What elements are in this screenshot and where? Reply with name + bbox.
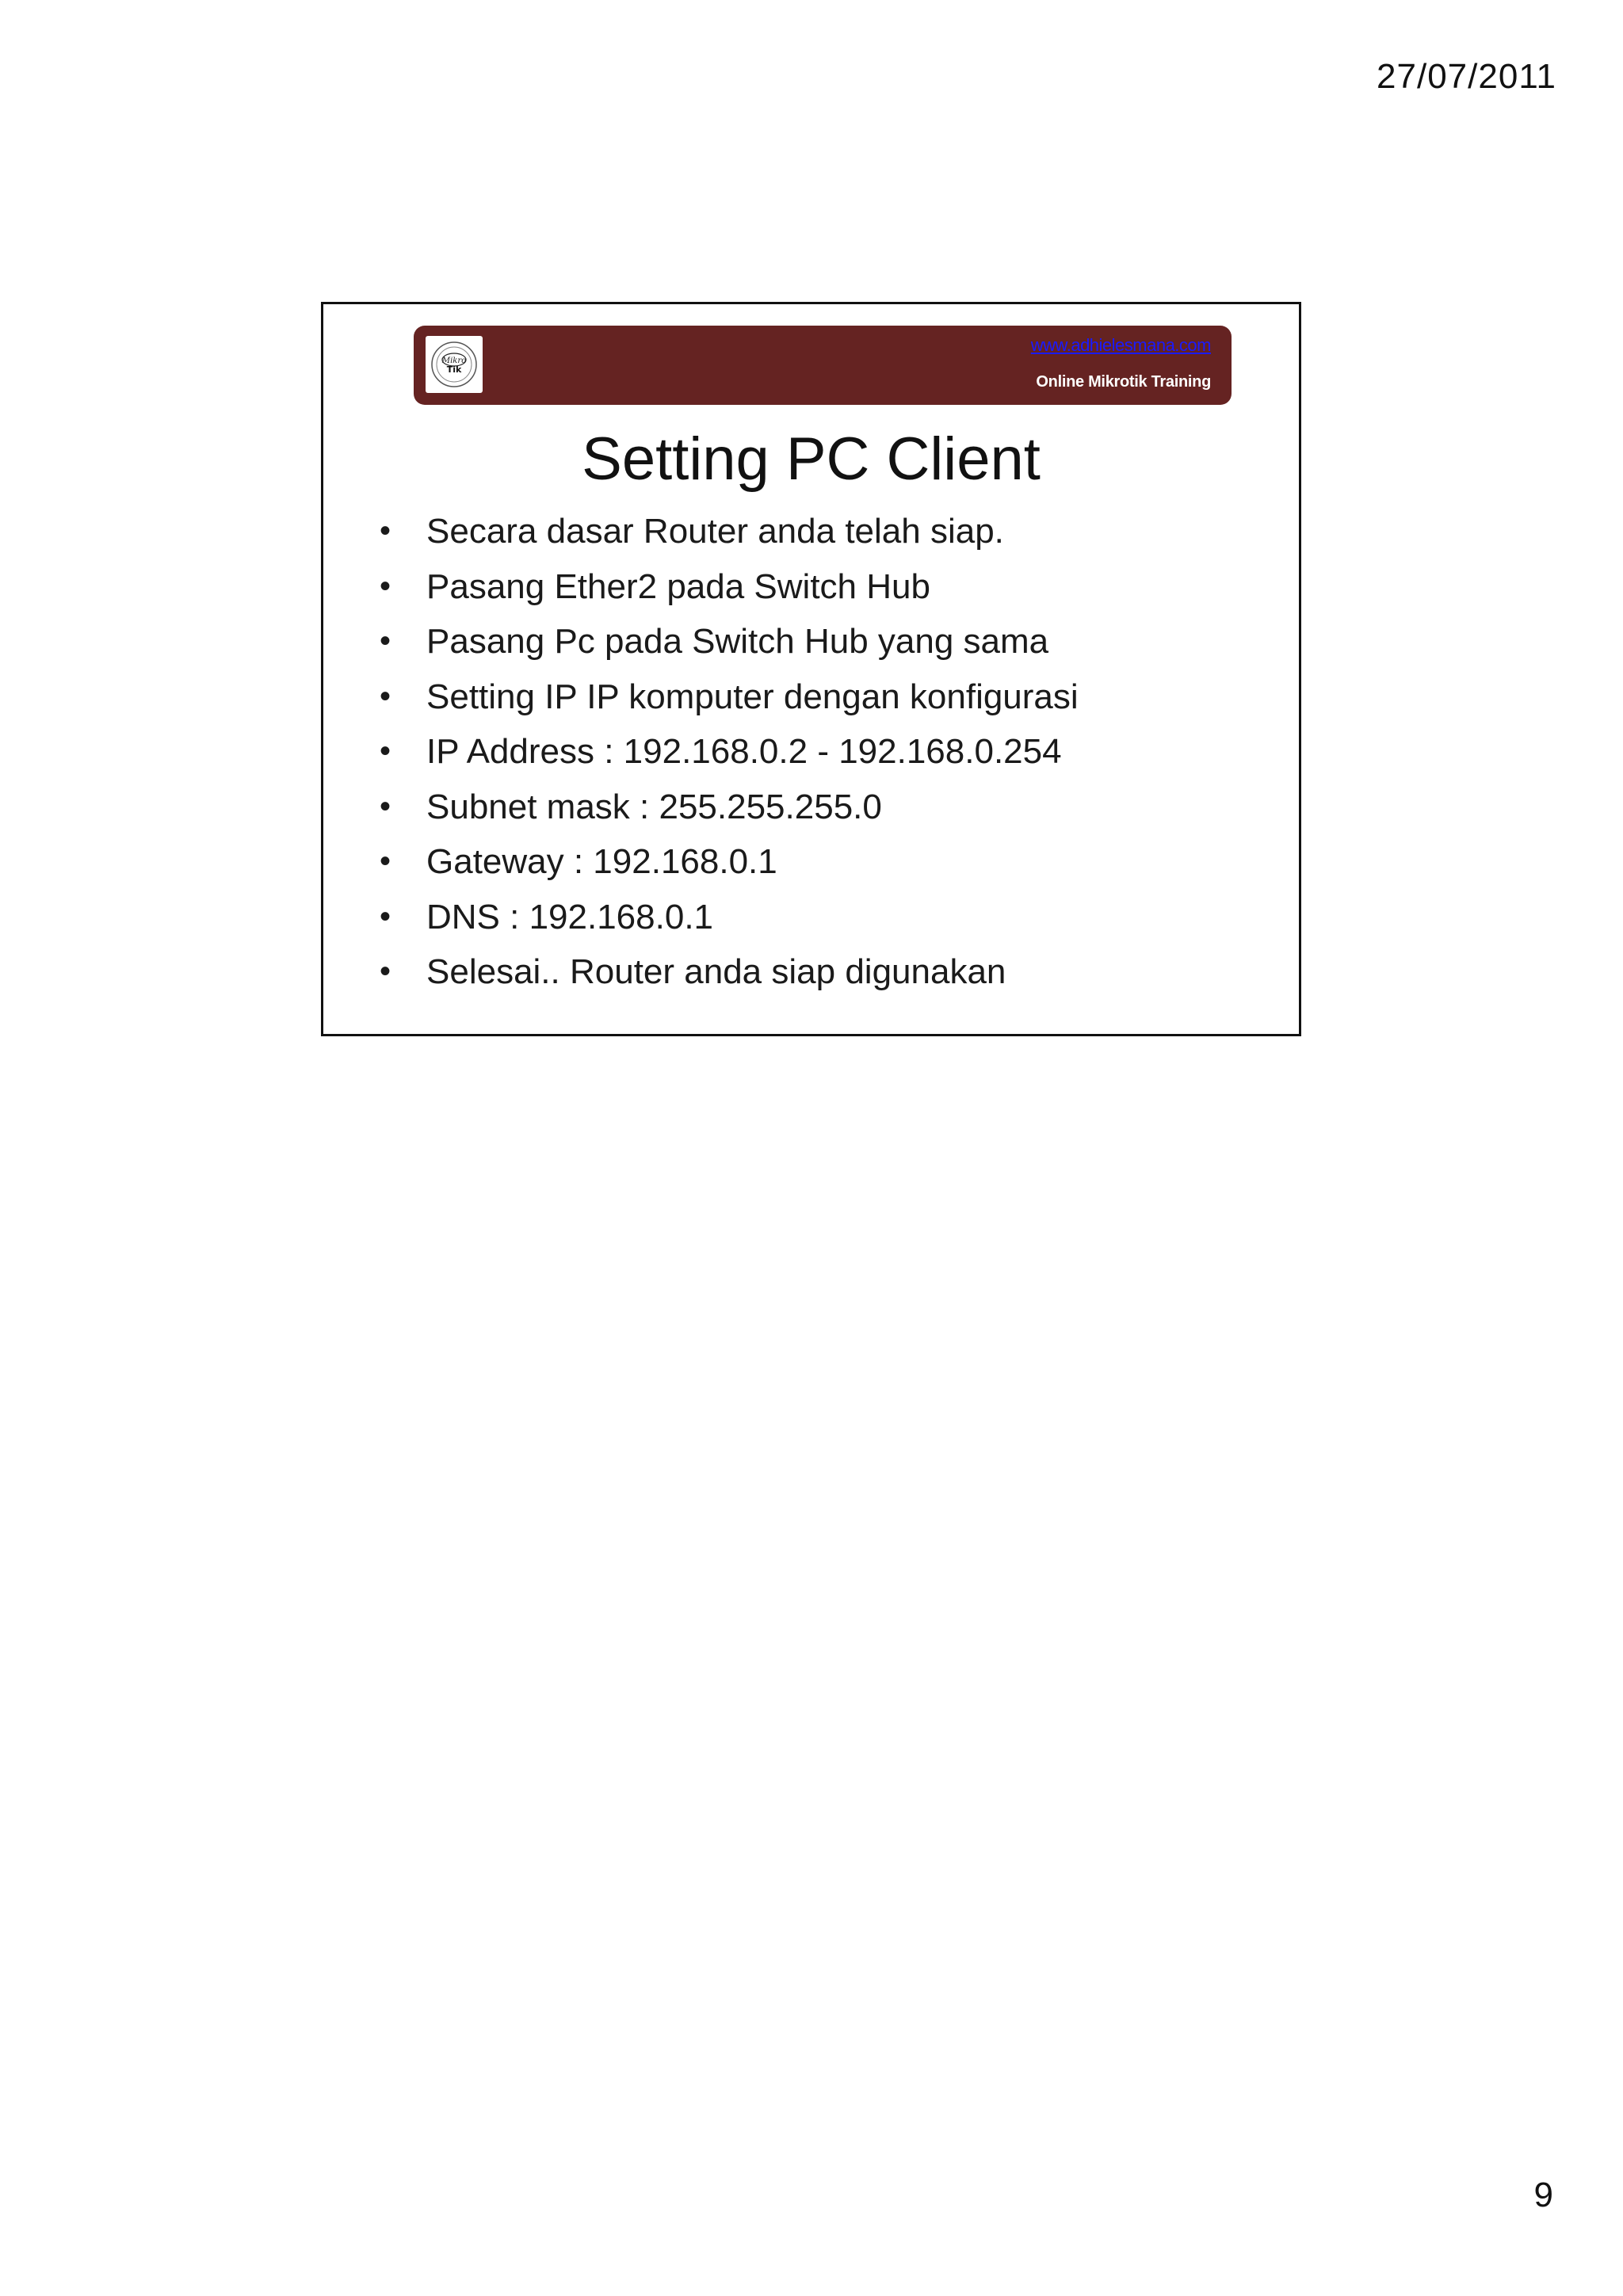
bullet-item (377, 834, 1079, 890)
bullet-item (377, 614, 1079, 669)
bullet-dot: • (379, 624, 391, 658)
bullet-item (377, 890, 1079, 945)
bullet-dot: • (379, 734, 391, 769)
banner-caption: Online Mikrotik Training (1036, 373, 1211, 391)
bullet-text: Setting IP IP komputer dengan konfigurasi (426, 677, 1079, 716)
bullet-text: Secara dasar Router anda telah siap. (426, 512, 1004, 551)
bullet-dot: • (379, 844, 391, 879)
bullet-item (377, 780, 1079, 835)
bullet-text: IP Address : 192.168.0.2 - 192.168.0.254 (426, 732, 1062, 771)
slide-frame (321, 302, 1301, 1036)
svg-text:Mikro: Mikro (441, 357, 467, 365)
bullet-item (377, 559, 1079, 615)
bullet-dot: • (379, 678, 391, 714)
bullet-text: DNS : 192.168.0.1 (426, 897, 714, 936)
bullet-item (377, 944, 1079, 1000)
bullet-item (377, 504, 1079, 559)
svg-text:Tik: Tik (446, 364, 462, 375)
page-number: 9 (1533, 2176, 1553, 2214)
website-link[interactable]: www.adhielesmana.com (1030, 335, 1211, 355)
bullet-list (377, 504, 1079, 1000)
bullet-text: Pasang Pc pada Switch Hub yang sama (426, 622, 1049, 661)
mikrotik-logo-icon (426, 336, 483, 393)
bullet-item (377, 669, 1079, 725)
bullet-item (377, 724, 1079, 780)
bullet-dot: • (379, 788, 391, 824)
bullet-text: Selesai.. Router anda siap digunakan (426, 952, 1006, 991)
bullet-text: Pasang Ether2 pada Switch Hub (426, 566, 930, 606)
bullet-dot: • (379, 568, 391, 604)
bullet-dot: • (379, 513, 391, 548)
bullet-text: Subnet mask : 255.255.255.0 (426, 787, 882, 826)
slide-banner (414, 326, 1232, 405)
bullet-text: Gateway : 192.168.0.1 (426, 842, 777, 881)
bullet-dot: • (379, 954, 391, 989)
bullet-dot: • (379, 898, 391, 934)
page-date: 27/07/2011 (1377, 57, 1556, 96)
slide-title: Setting PC Client (582, 425, 1041, 493)
